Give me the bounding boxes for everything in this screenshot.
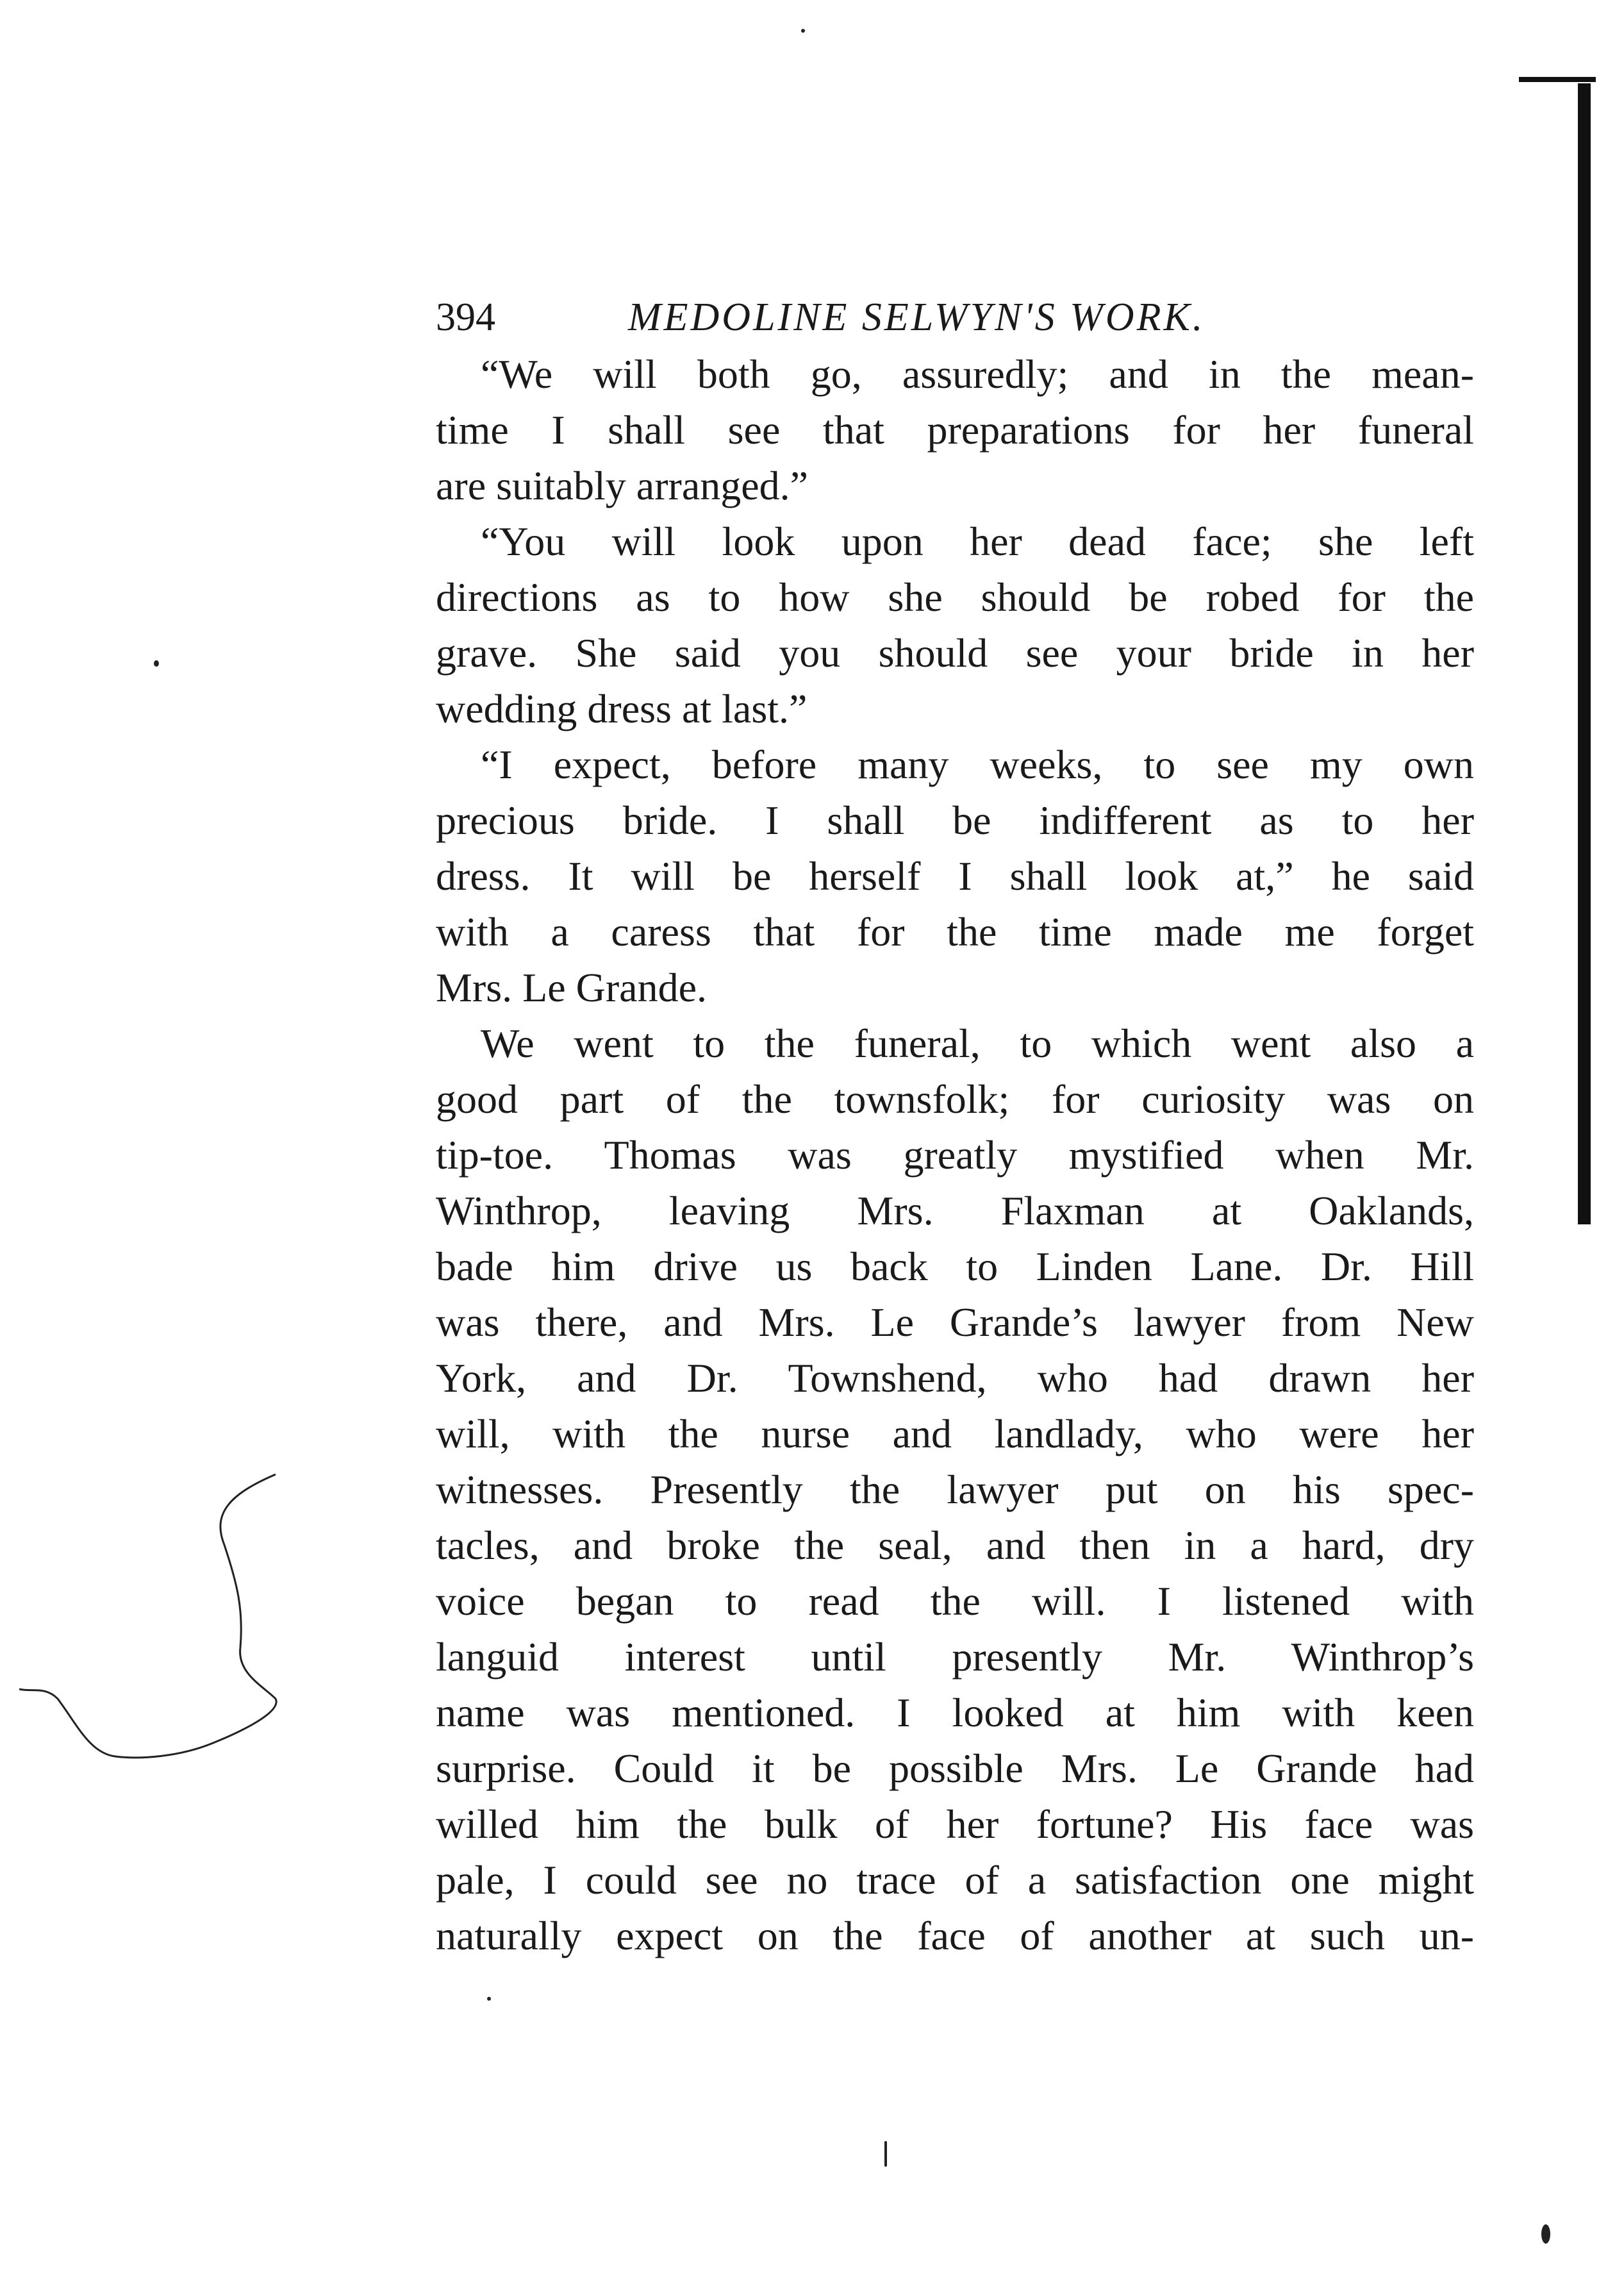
- text-line: was there, and Mrs. Le Grande’s lawyer from New: [436, 1299, 1474, 1345]
- text-line: voice began to read the will. I listened with: [436, 1578, 1474, 1624]
- text-line: willed him the bulk of her fortune? His face was: [436, 1801, 1474, 1847]
- text-line: wedding dress at last.”: [436, 686, 808, 731]
- text-line: precious bride. I shall be indifferent as to her: [436, 797, 1474, 843]
- text-line: with a caress that for the time made me forget: [436, 909, 1474, 954]
- ink-speck: [801, 29, 805, 33]
- text-line: bade him drive us back to Linden Lane. Dr. Hill: [436, 1244, 1474, 1289]
- book-title: MEDOLINE SELWYN'S WORK.: [628, 296, 1206, 339]
- paragraph: [436, 1015, 1474, 1963]
- ink-speck: [1541, 2224, 1550, 2244]
- text-line: tacles, and broke the seal, and then in a hard, dry: [436, 1522, 1474, 1568]
- margin-mark-cap: [1519, 77, 1596, 82]
- text-line: good part of the townsfolk; for curiosity was on: [436, 1076, 1474, 1122]
- pencil-scribble: [19, 1455, 288, 1763]
- page-number: 394: [436, 296, 495, 339]
- text-line: witnesses. Presently the lawyer put on his spec-: [436, 1467, 1474, 1512]
- ink-speck: [487, 1997, 491, 2001]
- text-line: directions as to how she should be robed for the: [436, 574, 1474, 620]
- text-line: Winthrop, leaving Mrs. Flaxman at Oaklands,: [436, 1188, 1474, 1233]
- paragraph: [436, 513, 1474, 737]
- paragraph: [436, 737, 1474, 1015]
- text-line: Mrs. Le Grande.: [436, 965, 707, 1010]
- text-line: will, with the nurse and landlady, who were her: [436, 1411, 1474, 1456]
- ink-speck: [154, 660, 159, 667]
- text-line: naturally expect on the face of another at such un-: [436, 1913, 1474, 1958]
- text-line: “We will both go, assuredly; and in the mean-: [481, 351, 1474, 397]
- text-line: York, and Dr. Townshend, who had drawn her: [436, 1355, 1474, 1401]
- text-line: “I expect, before many weeks, to see my own: [481, 742, 1474, 787]
- book-page: [436, 288, 1474, 1963]
- text-line: name was mentioned. I looked at him with keen: [436, 1690, 1474, 1735]
- running-head: [436, 288, 1474, 346]
- text-line: languid interest until presently Mr. Winthrop’s: [436, 1634, 1474, 1680]
- text-line: time I shall see that preparations for her funeral: [436, 407, 1474, 453]
- text-line: tip-toe. Thomas was greatly mystified when Mr.: [436, 1132, 1474, 1178]
- text-line: surprise. Could it be possible Mrs. Le Grande had: [436, 1746, 1474, 1791]
- paragraph: [436, 346, 1474, 513]
- ink-speck: [884, 2141, 887, 2167]
- text-line: grave. She said you should see your bride in her: [436, 630, 1474, 676]
- text-line: pale, I could see no trace of a satisfaction one might: [436, 1857, 1474, 1903]
- margin-mark: [1578, 83, 1591, 1224]
- text-line: “You will look upon her dead face; she left: [481, 519, 1474, 564]
- text-line: We went to the funeral, to which went also a: [481, 1021, 1474, 1066]
- text-line: dress. It will be herself I shall look at,” he said: [436, 853, 1474, 899]
- text-line: are suitably arranged.”: [436, 463, 809, 508]
